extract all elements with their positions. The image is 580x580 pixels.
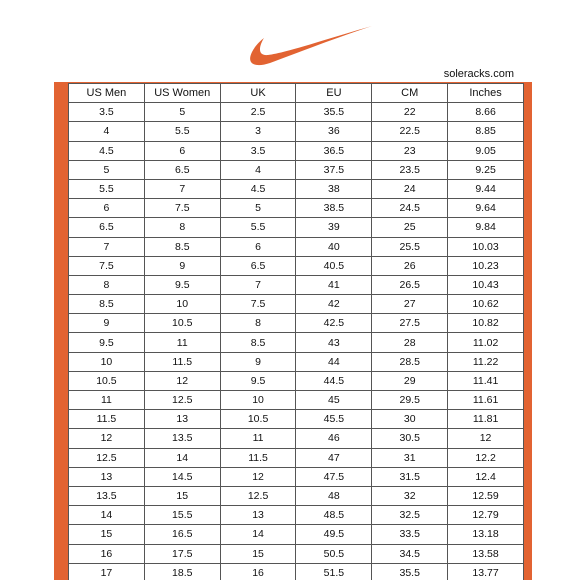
table-cell: 15 [220,544,296,563]
table-cell: 12.4 [448,467,524,486]
table-cell: 5 [220,199,296,218]
table-cell: 10.03 [448,237,524,256]
table-cell: 27.5 [372,314,448,333]
table-cell: 29.5 [372,391,448,410]
table-cell: 28.5 [372,352,448,371]
table-cell: 15.5 [144,506,220,525]
table-cell: 16 [69,544,145,563]
table-cell: 41 [296,275,372,294]
table-cell: 23 [372,141,448,160]
table-cell: 6.5 [69,218,145,237]
table-cell: 13 [69,467,145,486]
table-cell: 29 [372,371,448,390]
table-cell: 48 [296,486,372,505]
site-name: soleracks.com [443,68,514,80]
table-cell: 31 [372,448,448,467]
table-cell: 34.5 [372,544,448,563]
table-cell: 14.5 [144,467,220,486]
table-cell: 12.79 [448,506,524,525]
table-cell: 33.5 [372,525,448,544]
table-cell: 8.5 [220,333,296,352]
table-cell: 9.44 [448,179,524,198]
table-cell: 10.82 [448,314,524,333]
table-cell: 14 [220,525,296,544]
table-cell: 8.5 [144,237,220,256]
table-cell: 8 [144,218,220,237]
table-cell: 11 [144,333,220,352]
table-cell: 2.5 [220,103,296,122]
table-cell: 15 [144,486,220,505]
table-cell: 14 [69,506,145,525]
table-cell: 11.5 [69,410,145,429]
table-cell: 6.5 [220,256,296,275]
table-cell: 43 [296,333,372,352]
table-row [69,122,524,141]
table-cell: 36 [296,122,372,141]
table-cell: 10.5 [144,314,220,333]
table-cell: 11.5 [144,352,220,371]
table-cell: 7 [220,275,296,294]
table-row [69,275,524,294]
table-cell: 31.5 [372,467,448,486]
table-row [69,525,524,544]
column-header: UK [220,84,296,103]
table-cell: 35.5 [372,563,448,580]
table-row [69,506,524,525]
table-row [69,256,524,275]
table-cell: 9.5 [144,275,220,294]
table-cell: 13.77 [448,563,524,580]
table-cell: 47 [296,448,372,467]
table-cell: 8.85 [448,122,524,141]
table-cell: 8.5 [69,295,145,314]
table-cell: 27 [372,295,448,314]
table-cell: 10 [69,352,145,371]
table-cell: 40.5 [296,256,372,275]
table-cell: 11 [69,391,145,410]
table-cell: 13.5 [69,486,145,505]
table-row [69,295,524,314]
table-cell: 13 [220,506,296,525]
table-cell: 3.5 [220,141,296,160]
table-row [69,333,524,352]
table-cell: 5 [69,160,145,179]
table-row [69,371,524,390]
table-cell: 9 [144,256,220,275]
table-cell: 10.5 [69,371,145,390]
table-cell: 4 [69,122,145,141]
table-cell: 12 [69,429,145,448]
table-cell: 39 [296,218,372,237]
table-cell: 12 [220,467,296,486]
table-cell: 6.5 [144,160,220,179]
table-cell: 17 [69,563,145,580]
table-cell: 9.25 [448,160,524,179]
table-cell: 11.02 [448,333,524,352]
table-row [69,352,524,371]
table-cell: 13 [144,410,220,429]
table-cell: 30 [372,410,448,429]
table-cell: 6 [69,199,145,218]
table-row [69,429,524,448]
table-cell: 30.5 [372,429,448,448]
table-cell: 13.5 [144,429,220,448]
table-cell: 8.66 [448,103,524,122]
table-cell: 26.5 [372,275,448,294]
table-cell: 9 [69,314,145,333]
column-header: CM [372,84,448,103]
table-cell: 26 [372,256,448,275]
table-cell: 11.81 [448,410,524,429]
table-cell: 13.58 [448,544,524,563]
table-cell: 4.5 [220,179,296,198]
table-cell: 12.5 [220,486,296,505]
table-cell: 13.18 [448,525,524,544]
swoosh-logo-icon [246,24,376,70]
table-cell: 10.5 [220,410,296,429]
table-cell: 36.5 [296,141,372,160]
table-cell: 23.5 [372,160,448,179]
table-cell: 7.5 [220,295,296,314]
table-cell: 44.5 [296,371,372,390]
table-cell: 10 [144,295,220,314]
table-cell: 11.22 [448,352,524,371]
table-cell: 25.5 [372,237,448,256]
table-cell: 40 [296,237,372,256]
table-cell: 42 [296,295,372,314]
table-cell: 9.5 [220,371,296,390]
table-cell: 12.5 [69,448,145,467]
table-cell: 37.5 [296,160,372,179]
table-row [69,314,524,333]
table-cell: 45 [296,391,372,410]
table-cell: 9.84 [448,218,524,237]
table-cell: 48.5 [296,506,372,525]
table-cell: 10 [220,391,296,410]
table-cell: 10.62 [448,295,524,314]
table-cell: 7.5 [144,199,220,218]
table-cell: 16 [220,563,296,580]
table-cell: 32 [372,486,448,505]
table-cell: 45.5 [296,410,372,429]
table-row [69,410,524,429]
table-cell: 28 [372,333,448,352]
size-table [68,83,524,580]
table-cell: 24 [372,179,448,198]
table-cell: 12.5 [144,391,220,410]
table-cell: 6 [144,141,220,160]
table-cell: 10.23 [448,256,524,275]
table-cell: 42.5 [296,314,372,333]
table-cell: 38 [296,179,372,198]
table-cell: 49.5 [296,525,372,544]
table-row [69,467,524,486]
column-header: EU [296,84,372,103]
table-cell: 10.43 [448,275,524,294]
table-cell: 24.5 [372,199,448,218]
table-cell: 11.61 [448,391,524,410]
table-cell: 9.5 [69,333,145,352]
table-cell: 46 [296,429,372,448]
table-cell: 15 [69,525,145,544]
table-row [69,486,524,505]
table-cell: 12 [144,371,220,390]
table-cell: 9.64 [448,199,524,218]
table-row [69,218,524,237]
table-row [69,391,524,410]
table-row [69,563,524,580]
column-header: US Men [69,84,145,103]
table-cell: 50.5 [296,544,372,563]
table-row [69,103,524,122]
table-cell: 7 [144,179,220,198]
table-cell: 44 [296,352,372,371]
table-row [69,141,524,160]
table-cell: 11.5 [220,448,296,467]
table-cell: 4.5 [69,141,145,160]
table-cell: 17.5 [144,544,220,563]
table-cell: 25 [372,218,448,237]
table-cell: 12.59 [448,486,524,505]
table-cell: 18.5 [144,563,220,580]
column-header: US Women [144,84,220,103]
table-cell: 12 [448,429,524,448]
table-cell: 4 [220,160,296,179]
table-cell: 9.05 [448,141,524,160]
table-cell: 51.5 [296,563,372,580]
table-cell: 5.5 [220,218,296,237]
table-cell: 22 [372,103,448,122]
table-cell: 32.5 [372,506,448,525]
column-header: Inches [448,84,524,103]
table-cell: 9 [220,352,296,371]
table-cell: 3.5 [69,103,145,122]
table-header-row [69,84,524,103]
table-row [69,160,524,179]
table-cell: 22.5 [372,122,448,141]
table-cell: 5 [144,103,220,122]
table-cell: 16.5 [144,525,220,544]
table-cell: 7 [69,237,145,256]
table-cell: 8 [220,314,296,333]
table-cell: 47.5 [296,467,372,486]
table-cell: 3 [220,122,296,141]
table-cell: 11 [220,429,296,448]
size-table-body [69,103,524,580]
table-cell: 14 [144,448,220,467]
table-cell: 7.5 [69,256,145,275]
table-cell: 8 [69,275,145,294]
table-cell: 11.41 [448,371,524,390]
table-row [69,199,524,218]
table-cell: 12.2 [448,448,524,467]
table-cell: 35.5 [296,103,372,122]
table-row [69,448,524,467]
table-row [69,179,524,198]
table-cell: 5.5 [69,179,145,198]
table-cell: 5.5 [144,122,220,141]
table-row [69,544,524,563]
table-row [69,237,524,256]
table-cell: 38.5 [296,199,372,218]
table-cell: 6 [220,237,296,256]
